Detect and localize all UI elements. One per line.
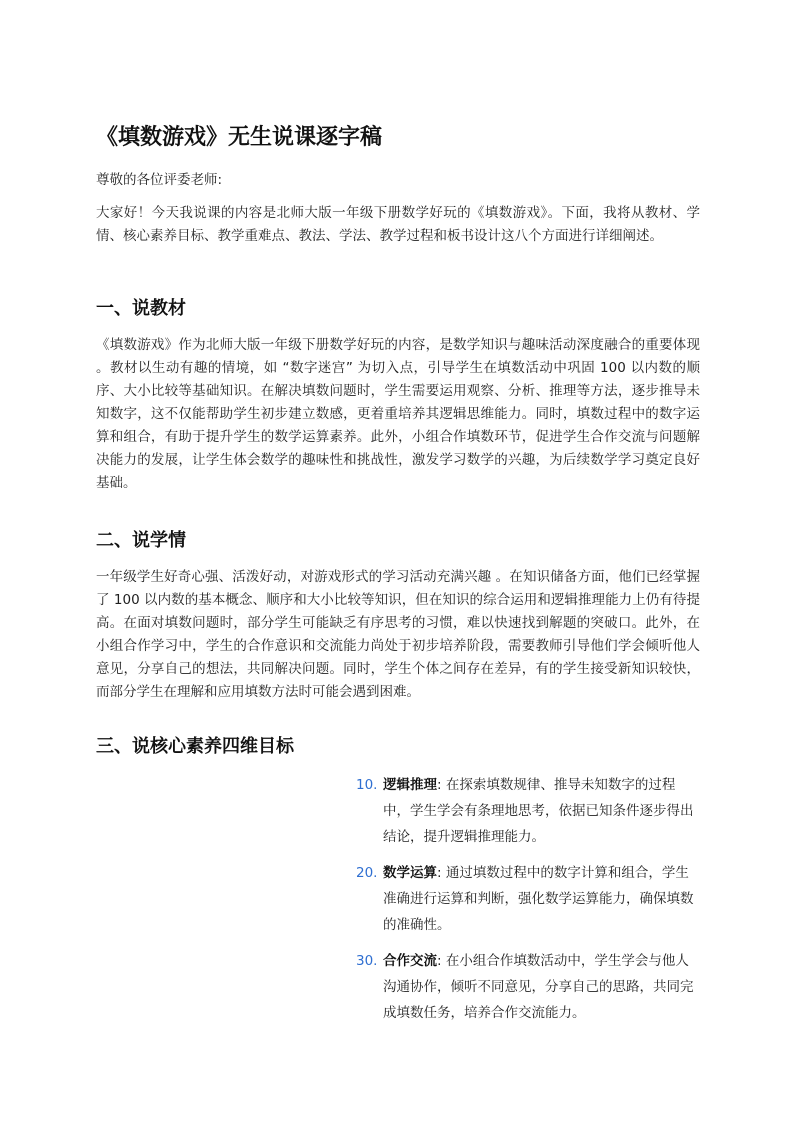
salutation: 尊敬的各位评委老师: [96, 172, 223, 188]
section-body-students: 一年级学生好奇心强、活泼好动，对游戏形式的学习活动充满兴趣 。在知识储备方面，他们已经掌握了 100 以内数的基本概念、顺序和大小比较等知识，但在知识的综合运用和逻辑推理能力上仍有待提高。在面对填数问题时，部分学生可能缺乏有序思考的习惯，难以快速找到解题的突破口。此外，在小组合作学习中，学生的合作意识和交流能力尚处于初步培养阶段，需要教师引导他们学会倾听他人意见，分享自己的想法，共同解决问题。同时，学生个体之间存在差异，有的学生接受新知识较快，而部分学生在理解和应用填数方法时可能会遇到困难。 [96, 569, 700, 700]
goal-number: 20. [356, 865, 378, 881]
goal-text: : 在小组合作填数活动中，学生学会与他人沟通协作，倾听不同意见，分享自己的思路，共同完成填数任务，培养合作交流能力。 [383, 953, 694, 1021]
goal-item-logic [356, 772, 701, 850]
goal-text: : 通过填数过程中的数字计算和组合，学生准确进行运算和判断，强化数学运算能力，确保填数的准确性。 [383, 865, 694, 933]
section-heading-students: 二、说学情 [96, 530, 186, 551]
section-body-textbook: 《填数游戏》作为北师大版一年级下册数学好玩的内容，是数学知识与趣味活动深度融合的重要体现 。教材以生动有趣的情境，如 “数字迷宫” 为切入点，引导学生在填数活动中巩固 100 以内数的顺序、大小比较等基础知识。在解决填数问题时，学生需要运用观察、分析、推理等方法，逐步推导未知数字，这不仅能帮助学生初步建立数感，更着重培养其逻辑思维能力。同时，填数过程中的数字运算和组合，有助于提升学生的数学运算素养。此外，小组合作填数环节，促进学生合作交流与问题解决能力的发展，让学生体会数学的趣味性和挑战性，激发学习数学的兴趣，为后续数学学习奠定良好基础。 [96, 337, 700, 491]
goal-item-cooperation [356, 948, 701, 1026]
intro-paragraph: 大家好！今天我说课的内容是北师大版一年级下册数学好玩的《填数游戏》。下面，我将从教材、学情、核心素养目标、教学重难点、教法、学法、教学过程和板书设计这八个方面进行详细阐述。 [96, 205, 700, 244]
goal-name: 数学运算 [383, 865, 437, 881]
goal-text: : 在探索填数规律、推导未知数字的过程中，学生学会有条理地思考，依据已知条件逐步得出结论，提升逻辑推理能力。 [383, 777, 694, 845]
goal-number: 30. [356, 953, 378, 969]
goal-name: 合作交流 [383, 953, 437, 969]
goal-item-calculation [356, 860, 701, 938]
document-title: 《填数游戏》无生说课逐字稿 [96, 125, 383, 150]
core-goals-list [356, 772, 701, 1036]
goal-name: 逻辑推理 [383, 777, 437, 793]
section-heading-textbook: 一、说教材 [96, 298, 186, 319]
section-heading-core-goals: 三、说核心素养四维目标 [96, 736, 294, 757]
goal-number: 10. [356, 777, 378, 793]
